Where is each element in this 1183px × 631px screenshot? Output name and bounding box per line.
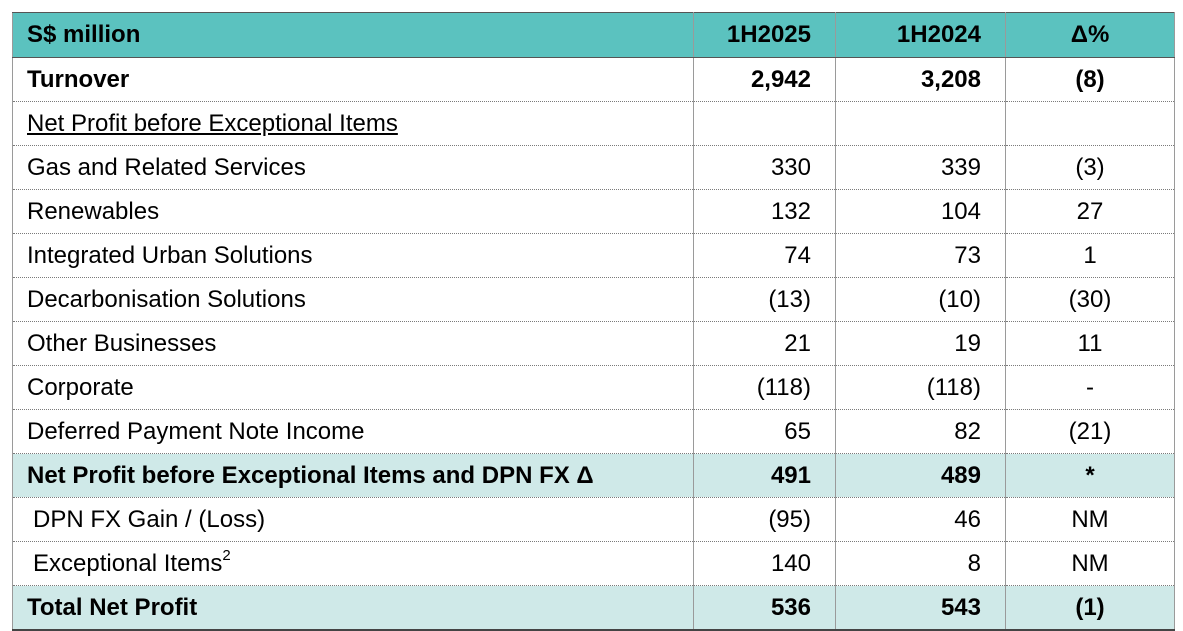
row-value-1h2024: 8 <box>836 542 1006 586</box>
financial-summary-table <box>12 12 1175 631</box>
row-value-1h2024: 489 <box>836 454 1006 498</box>
row-change: NM <box>1006 542 1175 586</box>
row-label: Gas and Related Services <box>13 146 694 190</box>
table-row <box>13 234 1175 278</box>
row-label: Net Profit before Exceptional Items and DPN FX Δ <box>13 454 694 498</box>
section-heading-text: Net Profit before Exceptional Items <box>27 109 398 137</box>
row-value-1h2025: 2,942 <box>694 58 836 102</box>
row-change: 11 <box>1006 322 1175 366</box>
row-value-1h2025: 491 <box>694 454 836 498</box>
table-row <box>13 322 1175 366</box>
row-value-1h2025: 140 <box>694 542 836 586</box>
row-value-1h2024: 19 <box>836 322 1006 366</box>
row-value-1h2024: 3,208 <box>836 58 1006 102</box>
row-change: (1) <box>1006 586 1175 631</box>
table-row <box>13 278 1175 322</box>
row-value-1h2024: 104 <box>836 190 1006 234</box>
row-value-1h2024: 73 <box>836 234 1006 278</box>
row-value-1h2025: 330 <box>694 146 836 190</box>
row-value-1h2025: 74 <box>694 234 836 278</box>
row-change: (30) <box>1006 278 1175 322</box>
table-row-total <box>13 586 1175 631</box>
row-value-1h2025: 536 <box>694 586 836 631</box>
row-label: Renewables <box>13 190 694 234</box>
row-change: (3) <box>1006 146 1175 190</box>
row-value-1h2025: (13) <box>694 278 836 322</box>
row-value-1h2025: 65 <box>694 410 836 454</box>
row-value-1h2024: (118) <box>836 366 1006 410</box>
row-label <box>13 542 694 586</box>
table-row <box>13 190 1175 234</box>
table-header-row <box>13 13 1175 58</box>
table-row-subtotal <box>13 454 1175 498</box>
row-value-1h2025 <box>694 102 836 146</box>
row-change: NM <box>1006 498 1175 542</box>
footnote-marker: 2 <box>222 546 231 564</box>
row-value-1h2025: 21 <box>694 322 836 366</box>
row-change: (21) <box>1006 410 1175 454</box>
row-value-1h2024: 82 <box>836 410 1006 454</box>
row-label: Integrated Urban Solutions <box>13 234 694 278</box>
table-row-section-heading <box>13 102 1175 146</box>
row-value-1h2024: 543 <box>836 586 1006 631</box>
row-value-1h2024 <box>836 102 1006 146</box>
header-label: S$ million <box>13 13 694 58</box>
row-value-1h2024: (10) <box>836 278 1006 322</box>
row-label: Total Net Profit <box>13 586 694 631</box>
row-label: Decarbonisation Solutions <box>13 278 694 322</box>
row-change: 27 <box>1006 190 1175 234</box>
table-row <box>13 542 1175 586</box>
row-change <box>1006 102 1175 146</box>
table-row <box>13 410 1175 454</box>
table-row <box>13 146 1175 190</box>
table-row <box>13 498 1175 542</box>
row-value-1h2024: 339 <box>836 146 1006 190</box>
row-change: 1 <box>1006 234 1175 278</box>
row-label-text: Exceptional Items <box>33 549 223 577</box>
row-value-1h2025: 132 <box>694 190 836 234</box>
row-value-1h2025: (118) <box>694 366 836 410</box>
row-label: Deferred Payment Note Income <box>13 410 694 454</box>
header-col-1h2025: 1H2025 <box>694 13 836 58</box>
row-label <box>13 102 694 146</box>
row-change: (8) <box>1006 58 1175 102</box>
table-row-turnover <box>13 58 1175 102</box>
row-label: DPN FX Gain / (Loss) <box>13 498 694 542</box>
row-change: * <box>1006 454 1175 498</box>
row-label: Turnover <box>13 58 694 102</box>
header-col-change: Δ% <box>1006 13 1175 58</box>
header-col-1h2024: 1H2024 <box>836 13 1006 58</box>
row-value-1h2025: (95) <box>694 498 836 542</box>
row-change: - <box>1006 366 1175 410</box>
row-label: Other Businesses <box>13 322 694 366</box>
table-row <box>13 366 1175 410</box>
row-label: Corporate <box>13 366 694 410</box>
row-value-1h2024: 46 <box>836 498 1006 542</box>
